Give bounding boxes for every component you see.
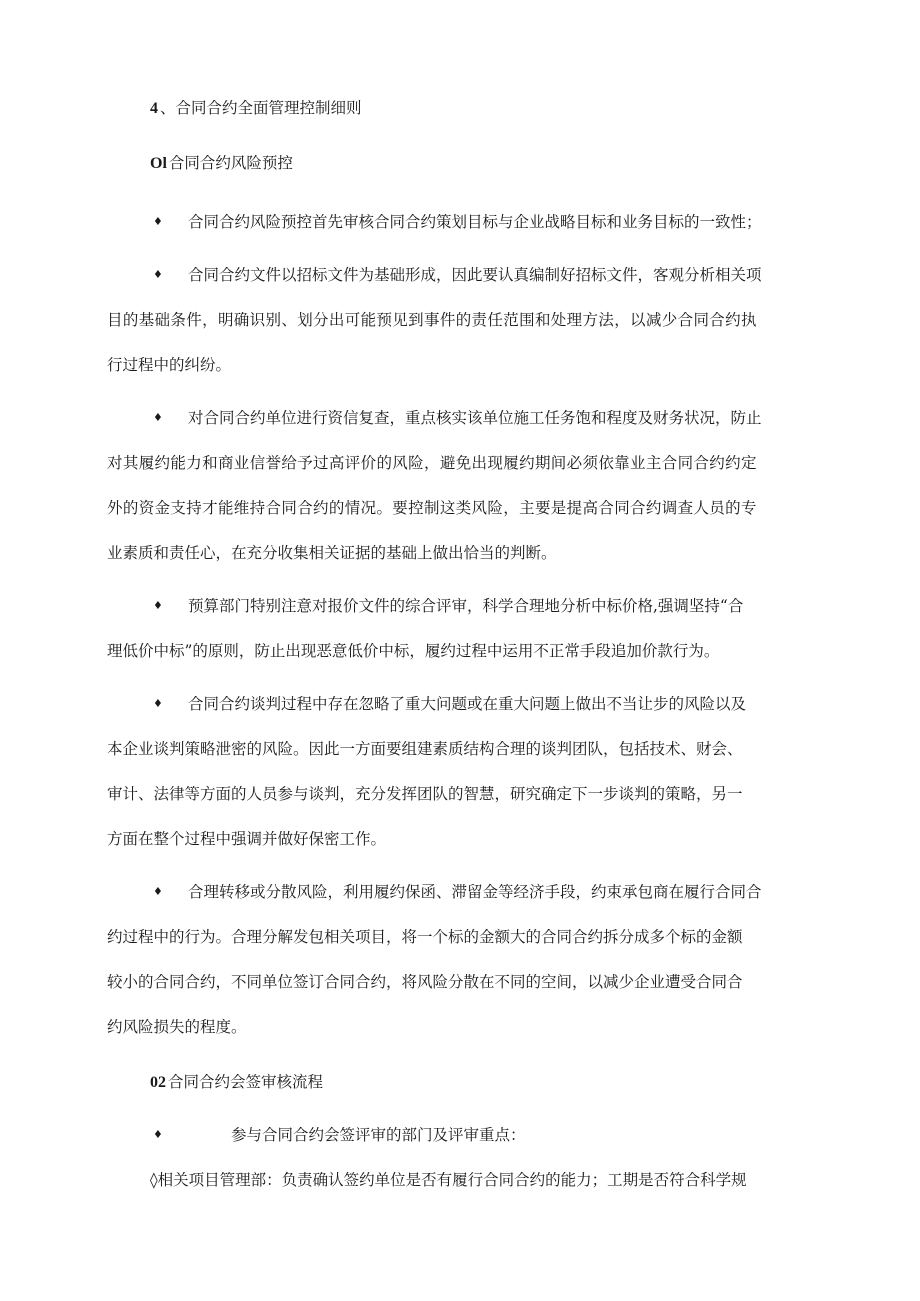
paragraph-2-line-2: 目的基础条件，明确识别、划分出可能预见到事件的责任范围和处理方法，以减少合同合约执 xyxy=(107,311,757,329)
subsection-number-1: Ol xyxy=(150,155,167,172)
subsection-number-2: 02 xyxy=(150,1074,166,1091)
section-heading xyxy=(150,98,362,119)
paragraph-2-line-3: 行过程中的纠纷。 xyxy=(107,356,232,374)
paragraph-3-line-1: 对合同合约单位进行资信复查，重点核实该单位施工任务饱和程度及财务状况，防止 xyxy=(188,409,762,427)
paragraph-5-line-3: 审计、法律等方面的人员参与谈判，充分发挥团队的智慧，研究确定下一步谈判的策略，另一 xyxy=(107,785,743,803)
paragraph-3-line-3: 外的资金支持才能维持合同合约的情况。要控制这类风险，主要是提高合同合约调查人员的专 xyxy=(107,499,757,517)
subsection-heading-2 xyxy=(150,1072,323,1093)
bullet-icon: ♦ xyxy=(153,1128,163,1141)
section-number: 4 xyxy=(150,100,158,117)
paragraph-3-line-4: 业素质和责任心，在充分收集相关证据的基础上做出恰当的判断。 xyxy=(107,544,557,562)
paragraph-4-line-2: 理低价中标”的原则，防止出现恶意低价中标，履约过程中运用不正常手段追加价款行为。 xyxy=(107,642,720,660)
bullet-icon: ♦ xyxy=(153,599,163,612)
bullet-icon: ♦ xyxy=(153,411,163,424)
paragraph-3-line-2: 对其履约能力和商业信誉给予过高评价的风险，避免出现履约期间必须依靠业主合同合约约定 xyxy=(107,454,757,472)
paragraph-6-line-3: 较小的合同合约，不同单位签订合同合约，将风险分散在不同的空间，以减少企业遭受合同合 xyxy=(107,973,743,991)
paragraph-4-line-1: 预算部门特别注意对报价文件的综合评审，科学合理地分析中标价格,强调坚持“合 xyxy=(188,597,744,615)
subsection-title-1: 合同合约风险预控 xyxy=(168,154,293,172)
subsection-heading-1 xyxy=(150,153,293,174)
paragraph-6-line-1: 合理转移或分散风险，利用履约保函、滞留金等经济手段，约束承包商在履行合同合 xyxy=(188,883,762,901)
paragraph-7-line-1: 参与合同合约会签评审的部门及评审重点： xyxy=(231,1126,526,1144)
paragraph-8-line-1: ◊相关项目管理部：负责确认签约单位是否有履行合同合约的能力；工期是否符合科学规 xyxy=(150,1171,747,1189)
bullet-icon: ♦ xyxy=(153,697,163,710)
paragraph-5-line-4: 方面在整个过程中强调并做好保密工作。 xyxy=(107,830,387,848)
paragraph-6-line-4: 约风险损失的程度。 xyxy=(107,1018,247,1036)
paragraph-5-line-1: 合同合约谈判过程中存在忽略了重大问题或在重大问题上做出不当让步的风险以及 xyxy=(188,695,747,713)
subsection-title-2: 合同合约会签审核流程 xyxy=(168,1073,324,1091)
paragraph-1-line-1: 合同合约风险预控首先审核合同合约策划目标与企业战略目标和业务目标的一致性； xyxy=(188,213,762,231)
bullet-icon: ♦ xyxy=(153,885,163,898)
paragraph-5-line-2: 本企业谈判策略泄密的风险。因此一方面要组建素质结构合理的谈判团队，包括技术、财会、 xyxy=(107,740,743,758)
section-title: 、合同合约全面管理控制细则 xyxy=(160,99,362,117)
bullet-icon: ♦ xyxy=(153,215,163,228)
paragraph-2-line-1: 合同合约文件以招标文件为基础形成，因此要认真编制好招标文件，客观分析相关项 xyxy=(188,266,762,284)
paragraph-6-line-2: 约过程中的行为。合理分解发包相关项目，将一个标的金额大的合同合约拆分成多个标的金额 xyxy=(107,928,743,946)
bullet-icon: ♦ xyxy=(153,268,163,281)
